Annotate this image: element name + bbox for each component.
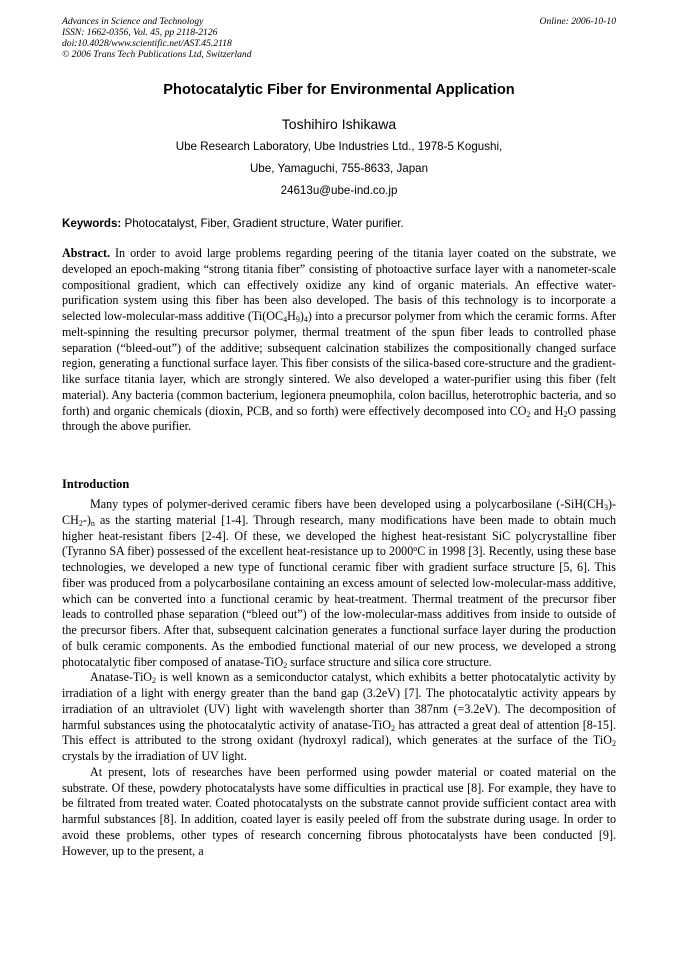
abstract-text: In order to avoid large problems regarding peering of the titania layer coated on the substrate, we developed an epoch-making “strong titania fiber” consisting of photoactive surface layer with a nanometer-scale compositional gradient, which can effectively oxidize any kind of organic materials. An effective water-purification system using this fiber has been also developed. The basis of this technology is to incorporate a selected low-molecular-mass additive (Ti(OC: [62, 246, 616, 323]
subscript: 2: [612, 739, 616, 749]
subscript: 3: [603, 503, 608, 512]
subscript: 2: [526, 409, 531, 419]
intro-paragraph-1: [62, 497, 616, 670]
abstract-label: Abstract.: [62, 246, 111, 260]
paper-title: Photocatalytic Fiber for Environmental Application: [163, 82, 515, 98]
author-email: 24613u@ube-ind.co.jp: [280, 184, 398, 197]
paragraph-text: -): [82, 512, 91, 527]
subscript: 9: [295, 315, 300, 324]
keywords-list: Photocatalyst, Fiber, Gradient structure, Water purifier.: [121, 217, 404, 230]
paragraph-text: C in 1998 [3]. Recently, using these base technologies, we developed a new type of functional ceramic fiber with gradient surface structure [5, 6]. This fiber was produced from a polycarbosilane containing an excess amount of selected low-molecular-mass additive, which can be converted into a functional ceramic by heat-treatment. Thermal treatment of the precursor fiber leads to controlled phase separation (“bleed out”) of the low-molecular-mass additives from inside to outside of the precursor fibers. After that, subsequent calcination generates a functional surface layer during the production of bulk ceramic components. As the embodied functional material of our new process, we developed a strong photocatalytic fiber composed of anatase-TiO: [62, 544, 616, 669]
keywords: [62, 217, 616, 230]
issn-line: ISSN: 1662-0356, Vol. 45, pp 2118-2126: [62, 27, 218, 38]
subscript: 2: [390, 723, 395, 733]
paragraph-text: has attracted a great deal of attention [8-15]. This effect is attributed to the strong oxidant (hydroxyl radical), which generates at the surface of the TiO: [62, 717, 616, 748]
affiliation-line-1: Ube Research Laboratory, Ube Industries Ltd., 1978-5 Kogushi,: [175, 140, 503, 153]
paragraph-text: Anatase-TiO: [90, 670, 153, 685]
paragraph-text: Many types of polymer-derived ceramic fibers have been developed using a polycarbosilane (-SiH(CH: [90, 497, 604, 511]
journal-header: [62, 16, 616, 60]
subscript: 2: [78, 518, 83, 528]
abstract-text: ): [299, 309, 304, 323]
superscript: o: [413, 544, 418, 554]
paragraph-text: as the starting material [1-4]. Through research, many modifications have been made to obtain much higher heat-resistant fibers [2-4]. Of these, we developed the highest heat-resistant SiC polycrystalline fiber (Tyranno SA fiber) possessed of the excellent heat-resistance up to 2000: [62, 512, 616, 559]
paragraph-text: crystals by the irradiation of UV light.: [62, 749, 247, 763]
affiliation-line-2: Ube, Yamaguchi, 755-8633, Japan: [249, 162, 429, 175]
paragraph-text: )-CH: [62, 497, 616, 527]
intro-paragraph-2: [62, 670, 616, 765]
paragraph-text: surface structure and silica core structure.: [287, 654, 492, 669]
paragraph-text: is well known as a semiconductor catalyst, which exhibits a better photocatalytic activity by irradiation of a light with energy greater than the band gap (3.2eV) [7]. The photocatalytic activity appears by irradiation of an ultraviolet (UV) light with wavelength shorter than 387nm (=3.2eV). The decomposition of harmful substances using the photocatalytic activity of anatase-TiO: [62, 670, 616, 732]
keywords-label: Keywords:: [62, 217, 122, 230]
subscript: 2: [283, 660, 288, 670]
abstract-text: O passing through the above purifier.: [62, 403, 616, 434]
abstract-text: H: [287, 309, 296, 323]
section-heading-introduction: Introduction: [62, 477, 130, 491]
subscript: 2: [152, 676, 157, 686]
doi-line: doi:10.4028/www.scientific.net/AST.45.2118: [62, 38, 232, 49]
subscript: 2: [563, 409, 568, 419]
journal-name: Advances in Science and Technology: [62, 16, 204, 27]
intro-paragraph-3: At present, lots of researches have been performed using powder material or coated material on the substrate. Of these, powdery photocatalysts have some difficulties in practical use [8]. For example, they have to be filtrated from treated water. Coated photocatalysts on the substrate cannot provide sufficient contact area with harmful substances [8]. In addition, coated layer is easily peeled off from the substrate during usage. In order to avoid these problems, other types of research concerning fibrous photocatalysts have been conducted [9]. However, up to the present, a: [62, 764, 616, 858]
introduction-body: [62, 497, 616, 859]
abstract-text: and H: [530, 403, 564, 418]
copyright-line: © 2006 Trans Tech Publications Ltd, Switzerland: [62, 49, 252, 60]
author-name: Toshihiro Ishikawa: [281, 116, 397, 132]
subscript: 4: [283, 315, 288, 324]
subscript: n: [90, 518, 95, 528]
abstract-text: ) into a precursor polymer from which the ceramic forms. After melt-spinning the resulting precursor polymer, thermal treatment of the spun fiber leads to controlled phase separation (“bleed-out”) of the additive; subsequent calcination stabilizes the compositionally changed surface region, generating a functional surface layer. This fiber consists of the silica-based core-structure and the gradient-like surface titania layer, which are strongly sintered. We also developed a water-purifier using this fiber (felt material). Any bacteria (common bacterium, legionera pneumophila, colon bacillus, heterotrophic bacteria, and so forth) and organic chemicals (dioxin, PCB, and so forth) were effectively decomposed into CO: [62, 309, 617, 418]
online-date: Online: 2006-10-10: [539, 16, 616, 27]
abstract: [62, 246, 616, 435]
subscript: 4: [303, 315, 308, 324]
